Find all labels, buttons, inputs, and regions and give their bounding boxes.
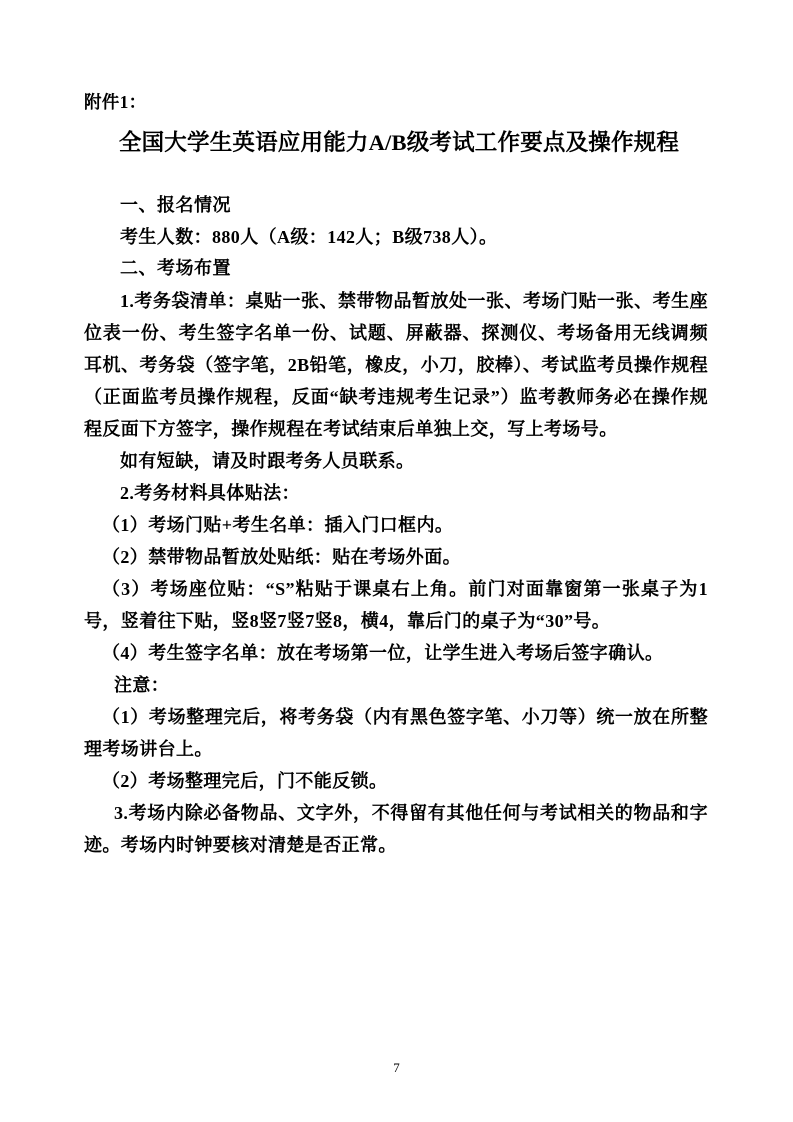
paragraph-attention-1: （1）考场整理完后，将考务袋（内有黑色签字笔、小刀等）统一放在所整理考场讲台上。: [84, 707, 708, 760]
paragraph-candidate-count: 考生人数：880人（A级：142人；B级738人）。: [120, 227, 498, 248]
paragraph-signature-list: （4）考生签字名单：放在考场第一位，让学生进入考场后签字确认。: [102, 643, 664, 664]
paragraph-banned-items-notice: （2）禁带物品暂放处贴纸：贴在考场外面。: [102, 547, 461, 568]
page-title: 全国大学生英语应用能力A/B级考试工作要点及操作规程: [118, 130, 680, 155]
page-number: 7: [393, 1060, 400, 1075]
attachment-label: 附件1：: [84, 92, 147, 112]
paragraph-room-contents-rule: 3.考场内除必备物品、文字外，不得留有其他任何与考试相关的物品和字迹。考场内时钟要核对清楚是否正常。: [84, 803, 708, 856]
paragraph-materials-list: 1.考务袋清单：桌贴一张、禁带物品暂放处一张、考场门贴一张、考生座位表一份、考生签字名单一份、试题、屏蔽器、探测仪、考场备用无线调频耳机、考务袋（签字笔，2B铅笔，橡皮，小刀，胶棒）、考试监考员操作规程（正面监考员操作规程，反面“缺考违规考生记录”）监考教师务必在操作规程反面下方签字，操作规程在考试结束后单独上交，写上考场号。: [84, 290, 708, 439]
paragraph-posting-methods-heading: 2.考务材料具体贴法：: [120, 482, 300, 503]
section-heading-room-setup: 二、考场布置: [120, 258, 231, 279]
paragraph-door-notice: （1）考场门贴+考生名单：插入门口框内。: [102, 515, 454, 535]
paragraph-attention-heading: 注意：: [114, 675, 170, 696]
document-body: [84, 88, 708, 861]
paragraph-attention-2: （2）考场整理完后，门不能反锁。: [102, 771, 388, 792]
paragraph-shortage-notice: 如有短缺，请及时跟考务人员联系。: [120, 450, 415, 471]
section-heading-registration: 一、报名情况: [120, 194, 231, 215]
paragraph-seat-stickers: （3）考场座位贴：“S”粘贴于课桌右上角。前门对面靠窗第一张桌子为1号，竖着往下贴，竖8竖7竖7竖8，横4，靠后门的桌子为“30”号。: [84, 579, 708, 632]
